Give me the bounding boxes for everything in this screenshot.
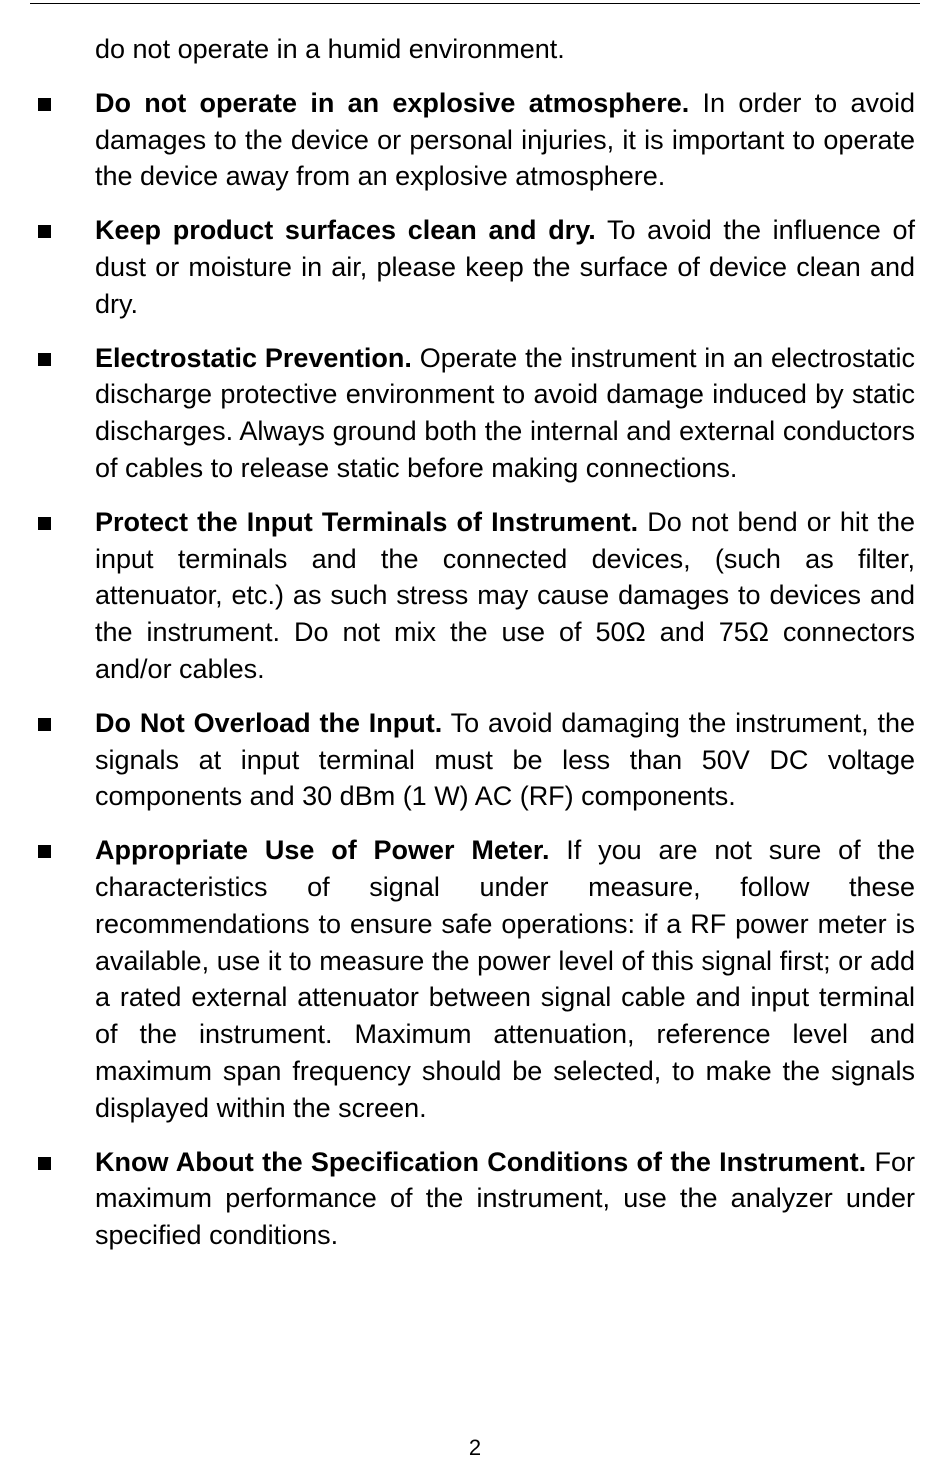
- item-body: Do not bend or hit the input terminals and the connected devices, (such as filter, attenuator, etc.) as such stress may cause damages to devices and the instrument. Do not mix the use of 50Ω and 75Ω connectors and/or cables.: [95, 506, 915, 684]
- square-bullet-icon: [38, 225, 51, 238]
- safety-content: [95, 31, 915, 1271]
- square-bullet-icon: [38, 1157, 51, 1170]
- header-rule: [30, 3, 920, 4]
- item-body: To avoid the influence of dust or moisture in air, please keep the surface of device clean and dry.: [95, 215, 915, 319]
- item-body: Operate the instrument in an electrostatic discharge protective environment to avoid damage induced by static discharges. Always ground both the internal and external conductors of cables to release static before making connections.: [95, 342, 915, 483]
- safety-item-overload: [95, 705, 915, 815]
- square-bullet-icon: [38, 98, 51, 111]
- safety-item-specification: [95, 1144, 915, 1254]
- item-body: If you are not sure of the characteristics of signal under measure, follow these recommendations to ensure safe operations: if a RF power meter is available, use it to measure the power level of this signal first; or add a rated external attenuator between signal cable and input terminal of the instrument. Maximum attenuation, reference level and maximum span frequency should be selected, to make the signals displayed within the screen.: [95, 835, 915, 1123]
- item-heading: Keep product surfaces clean and dry.: [95, 215, 596, 246]
- square-bullet-icon: [38, 353, 51, 366]
- item-body: For maximum performance of the instrument, use the analyzer under specified conditions.: [95, 1146, 915, 1251]
- item-body: To avoid damaging the instrument, the signals at input terminal must be less than 50V DC voltage components and 30 dBm (1 W) AC (RF) components.: [95, 707, 915, 812]
- square-bullet-icon: [38, 517, 51, 530]
- page-number: 2: [468, 1435, 482, 1460]
- square-bullet-icon: [38, 845, 51, 858]
- item-heading: Electrostatic Prevention.: [95, 342, 412, 373]
- item-body: In order to avoid damages to the device or personal injuries, it is important to operate the device away from an explosive atmosphere.: [95, 87, 915, 192]
- safety-item-input-terminals: [95, 504, 915, 688]
- safety-item-electrostatic: [95, 340, 915, 487]
- safety-item-power-meter: [95, 832, 915, 1126]
- safety-item-clean-dry: [95, 212, 915, 322]
- item-heading: Protect the Input Terminals of Instrument.: [95, 506, 639, 537]
- continuation-paragraph: do not operate in a humid environment.: [95, 34, 565, 64]
- item-heading: Do not operate in an explosive atmosphere.: [95, 87, 690, 118]
- item-heading: Know About the Specification Conditions of the Instrument.: [95, 1146, 867, 1177]
- safety-item-explosive: [95, 85, 915, 195]
- square-bullet-icon: [38, 718, 51, 731]
- item-heading: Do Not Overload the Input.: [95, 707, 443, 738]
- item-heading: Appropriate Use of Power Meter.: [95, 835, 550, 866]
